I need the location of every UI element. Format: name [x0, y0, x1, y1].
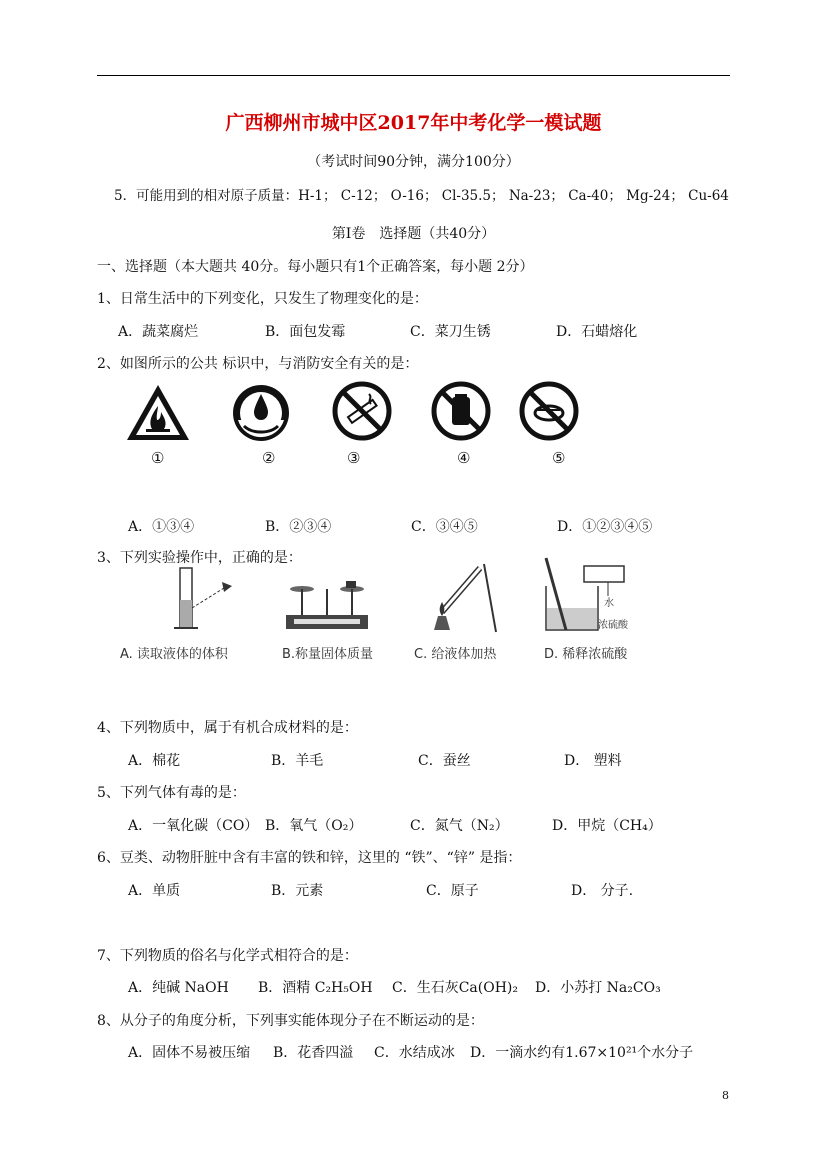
exam-subtitle: （考试时间90分钟，满分100分） — [307, 154, 520, 170]
q4-option-b: B．羊毛 — [271, 753, 324, 769]
q8-stem: 8、从分子的角度分析，下列事实能体现分子在不断运动的是： — [97, 1013, 484, 1029]
q2-stem: 2、如图所示的公共 标识中，与消防安全有关的是： — [97, 356, 419, 372]
graduated-cylinder-reading-figure — [168, 560, 238, 634]
no-flammable-storage-sign-icon — [430, 380, 492, 442]
q1-option-b: B．面包发霉 — [265, 324, 346, 340]
q5-option-c: C．氮气（N₂） — [410, 818, 509, 834]
q6-stem: 6、豆类、动物肝脏中含有丰富的铁和锌，这里的 “铁”、“锌” 是指： — [97, 850, 522, 866]
q2-option-c: C．③④⑤ — [411, 519, 478, 535]
instructions: 一、选择题（本大题共 40分。每小题只有1个正确答案，每小题 2分） — [97, 259, 534, 275]
dilute-acid-figure — [538, 556, 638, 636]
q6-option-d: D． 分子. — [571, 883, 634, 899]
q4-option-d: D． 塑料 — [564, 753, 622, 769]
atomic-mass-line: 5．可能用到的相对原子质量：H-1； C-12； O-16； Cl-35.5； Na-23； Ca-40； Mg-24； Cu-64 — [114, 188, 729, 204]
q6-option-c: C．原子 — [426, 883, 479, 899]
sign-label-1: ① — [151, 449, 165, 467]
q1-stem: 1、日常生活中的下列变化，只发生了物理变化的是： — [97, 291, 428, 307]
page-number: 8 — [722, 1089, 729, 1102]
sign-label-4: ④ — [457, 449, 471, 467]
test-tube-heating-figure — [422, 560, 502, 634]
q1-option-c: C．菜刀生锈 — [410, 324, 491, 340]
q3-caption-c: C. 给液体加热 — [414, 647, 497, 662]
q5-option-b: B．氧气（O₂） — [265, 818, 363, 834]
sign-label-5: ⑤ — [552, 449, 566, 467]
water-saving-sign-icon — [230, 382, 292, 444]
sign-label-2: ② — [262, 449, 276, 467]
q6-option-b: B．元素 — [271, 883, 324, 899]
water-label: 水 — [604, 598, 614, 609]
no-littering-sign-icon — [518, 380, 580, 442]
flammable-warning-sign-icon — [124, 382, 192, 444]
no-smoking-sign-icon — [331, 380, 393, 442]
q8-option-c: C．水结成冰 — [374, 1045, 455, 1061]
q1-option-d: D．石蜡熔化 — [556, 324, 638, 340]
acid-label: 浓硫酸 — [598, 620, 628, 631]
q7-option-a: A．纯碱 NaOH — [128, 980, 229, 996]
q3-caption-d: D. 稀释浓硫酸 — [544, 647, 628, 662]
q2-option-b: B．②③④ — [265, 519, 332, 535]
page-title: 广西柳州市城中区2017年中考化学一模试题 — [225, 112, 602, 134]
q1-option-a: A．蔬菜腐烂 — [118, 324, 199, 340]
q6-option-a: A．单质 — [128, 883, 181, 899]
header-rule — [97, 75, 730, 76]
q7-stem: 7、下列物质的俗名与化学式相符合的是： — [97, 948, 358, 964]
q8-option-a: A．固体不易被压缩 — [128, 1045, 251, 1061]
q7-option-d: D．小苏打 Na₂CO₃ — [535, 980, 661, 996]
q7-option-c: C．生石灰Ca(OH)₂ — [392, 980, 518, 996]
q5-option-d: D．甲烷（CH₄） — [552, 818, 662, 834]
q2-option-a: A．①③④ — [128, 519, 195, 535]
q4-option-a: A．棉花 — [128, 753, 181, 769]
q3-caption-a: A. 读取液体的体积 — [120, 647, 228, 662]
q4-option-c: C．蚕丝 — [418, 753, 471, 769]
q5-stem: 5、下列气体有毒的是： — [97, 785, 246, 801]
q3-caption-b: B.称量固体质量 — [282, 647, 374, 662]
q7-option-b: B．酒精 C₂H₅OH — [258, 980, 373, 996]
q5-option-a: A．一氧化碳（CO） — [128, 818, 259, 834]
section-title: 第Ⅰ卷 选择题（共40分） — [331, 226, 496, 242]
q3-stem: 3、下列实验操作中，正确的是： — [97, 550, 302, 566]
q8-option-d: D．一滴水约有1.67×10²¹个水分子 — [470, 1045, 694, 1061]
sign-label-3: ③ — [347, 449, 361, 467]
q4-stem: 4、下列物质中，属于有机合成材料的是： — [97, 720, 358, 736]
balance-scale-figure — [282, 575, 372, 633]
q8-option-b: B．花香四溢 — [273, 1045, 354, 1061]
q2-option-d: D．①②③④⑤ — [557, 519, 653, 535]
